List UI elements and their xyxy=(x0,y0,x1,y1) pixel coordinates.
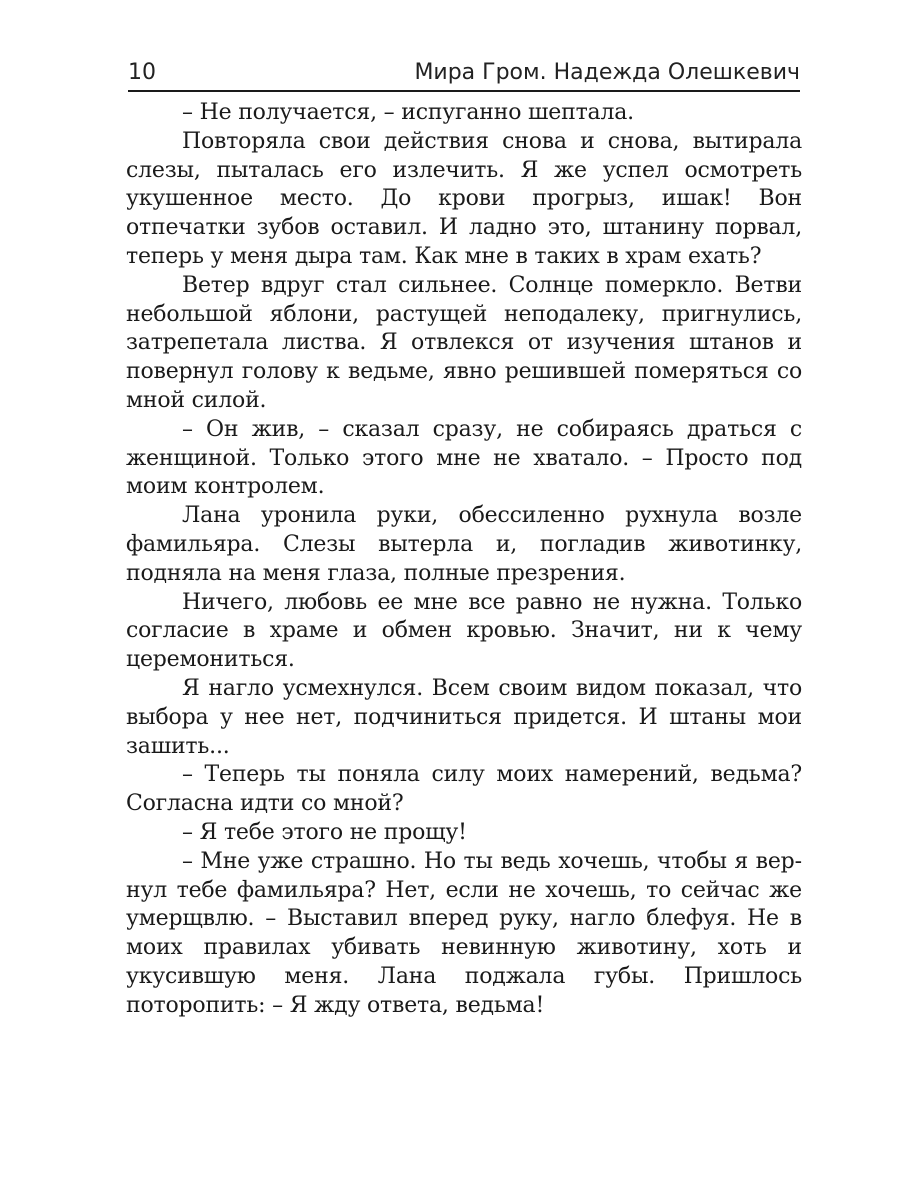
book-author-title: Мира Гром. Надежда Олешкевич xyxy=(414,60,800,85)
paragraph: – Не получается, – испуганно шептала. xyxy=(182,100,634,125)
paragraph: Повторяла свои действия снова и снова, вытирала слезы, пыталась его излечить. Я же успел осмотреть укушенное место. До крови прогрыз, ишак! Вон отпечатки зубов оставил. И ладно это, штанину порвал, теперь у меня дыра там. Как мне в таких в храм ехать? xyxy=(126,128,802,269)
running-header xyxy=(128,56,800,92)
paragraph: – Он жив, – сказал сразу, не собираясь драться с женщиной. Только этого мне не хватало. – Просто под моим контролем. xyxy=(126,416,802,500)
paragraph: – Теперь ты поняла силу моих намерений, ведьма? Согласна идти со мной? xyxy=(126,762,802,817)
paragraph: Ничего, любовь ее мне все равно не нужна. Только согласие в храме и обмен кровью. Значит, ни к чему церемониться. xyxy=(126,589,802,673)
paragraph: Ветер вдруг стал сильнее. Солнце померкло. Ветви небольшой яблони, растущей неподалеку, пригнулись, затрепетала листва. Я отвлекся от изучения штанов и повернул голову к ведьме, явно решившей померяться со мной силой. xyxy=(126,272,802,413)
paragraph: – Мне уже страшно. Но ты ведь хочешь, чтобы я вернул тебе фамильяра? Нет, если не хочешь, то сейчас же умерщвлю. – Выставил вперед руку, нагло блефуя. Не в моих правилах убивать невинную животину, хоть и укусившую меня. Лана поджала губы. Пришлось поторопить: – Я жду ответа, ведьма! xyxy=(126,848,802,1018)
paragraph: Лана уронила руки, обессиленно рухнула возле фамильяра. Слезы вытерла и, погладив животинку, подняла на меня глаза, полные презрения. xyxy=(126,503,802,586)
paragraph: Я нагло усмехнулся. Всем своим видом показал, что выбора у нее нет, подчиниться придется. И штаны мои зашить... xyxy=(126,675,802,759)
paragraph: – Я тебе этого не прощу! xyxy=(182,819,467,845)
page-number: 10 xyxy=(128,60,156,85)
body-text xyxy=(126,99,802,1021)
